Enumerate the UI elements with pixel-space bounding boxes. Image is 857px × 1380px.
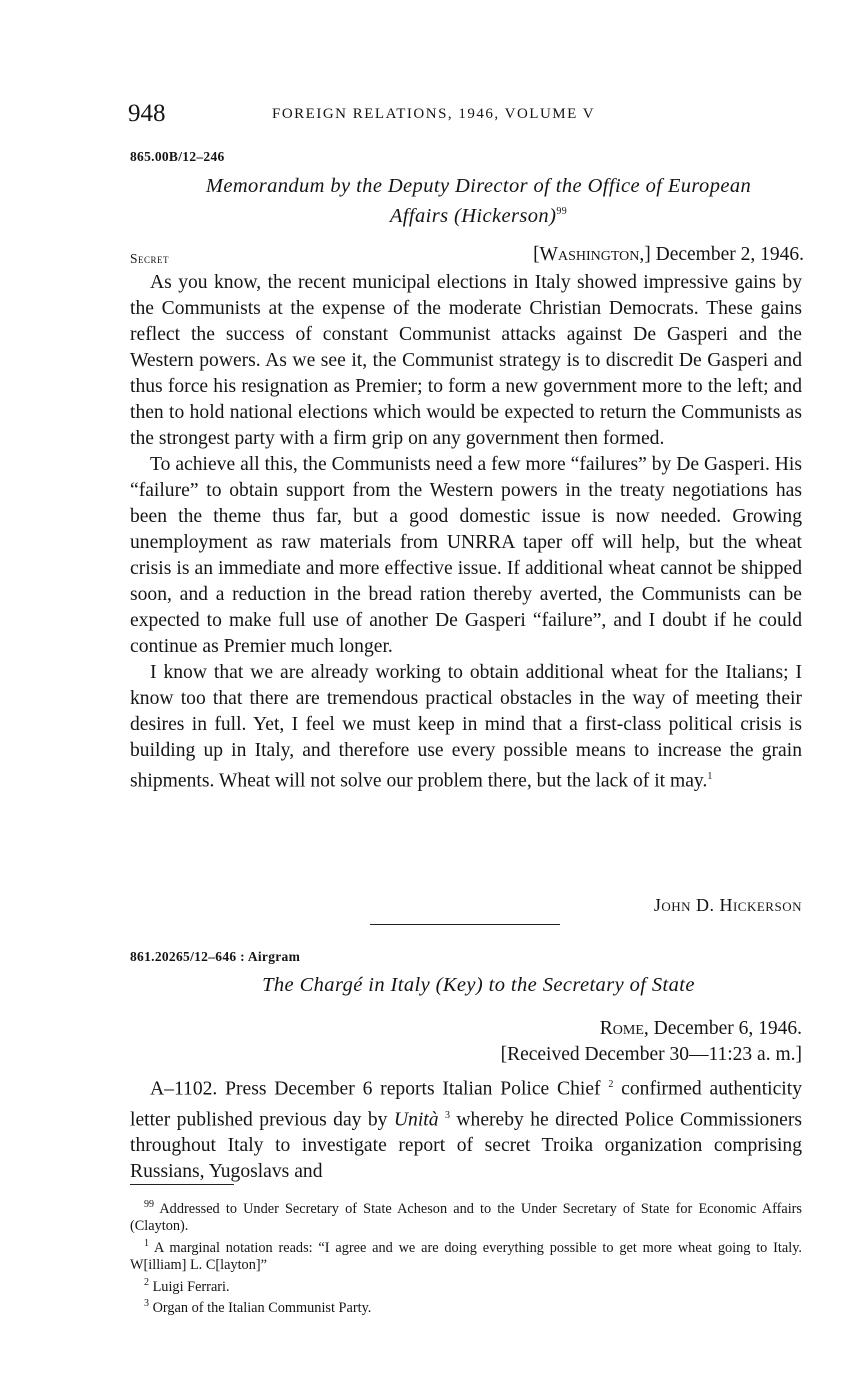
memo-file-number: 865.00B/12–246 (130, 149, 225, 164)
footnote-ref-1: 1 (707, 771, 713, 782)
memo-title-line-2-text: Affairs (Hickerson) (389, 204, 557, 227)
unita-name: Unità (393, 1109, 439, 1131)
airgram-file-number: 861.20265/12–646 : Airgram (130, 949, 301, 964)
memo-title-line-2 (130, 199, 827, 229)
footnote-3 (130, 1295, 802, 1317)
airgram-text-3: whereby he directed Police Commissioners throughout Italy to investigate report of secret Troika organization comprising Russians, Yugoslavs and (130, 1109, 802, 1183)
running-title: FOREIGN RELATIONS, 1946, VOLUME V (272, 106, 596, 122)
airgram-text-2: confirmed authenticity letter published previous day by (130, 1078, 802, 1131)
airgram-place-date (130, 1016, 802, 1042)
signature: John D. Hickerson (653, 895, 802, 915)
airgram-text-1: A–1102. Press December 6 reports Italian Police Chief (150, 1078, 601, 1100)
footnote-mark: 2 (144, 1276, 149, 1288)
footnote-1 (130, 1235, 802, 1274)
memo-place-date (533, 242, 804, 268)
airgram-place: Rome, (599, 1018, 649, 1039)
memo-title (130, 173, 827, 229)
running-head (128, 100, 808, 130)
footnote-ref-3: 3 (444, 1109, 450, 1121)
footnote-text: Addressed to Under Secretary of State Acheson and to the Under Secretary of State for Economic Affairs (Clayton). (130, 1200, 802, 1234)
memo-place: [Washington,] (533, 244, 651, 265)
footnote-mark: 1 (144, 1237, 149, 1249)
footnote-text: Luigi Ferrari. (152, 1278, 230, 1295)
memo-paragraph-2: To achieve all this, the Communists need a few more “failures” by De Gasperi. His “failure” to obtain support from the Western powers in the treaty negotiations has been the theme thus far, but a good domestic issue is now needed. Growing unemployment as raw materials from UNRRA taper off will help, but the wheat crisis is an immediate and more effective issue. If additional wheat cannot be shipped soon, and a reduction in the bread ration thereby averted, the Communists can be expected to make full use of another De Gasperi “failure”, and I doubt if he could continue as Premier much longer. (130, 454, 802, 657)
footnote-ref-99: 99 (556, 206, 568, 217)
page-number: 948 (128, 100, 166, 127)
footnote-ref-2: 2 (608, 1079, 614, 1090)
footnote-text: A marginal notation reads: “I agree and we are doing everything possible to get more wheat going to Italy. W[illiam] L. C[layton]” (130, 1239, 802, 1273)
classification-label: Secret (130, 251, 170, 266)
airgram-received: [Received December 30—11:23 a. m.] (500, 1044, 802, 1065)
footnote-99 (130, 1196, 802, 1235)
memo-paragraph-1: As you know, the recent municipal elections in Italy showed impressive gains by the Communists at the expense of the moderate Christian Democrats. These gains reflect the success of constant Communist attacks against De Gasperi and the Western powers. As we see it, the Communist strategy is to discredit De Gasperi and thus force his resignation as Premier; to form a new government more to the left; and then to hold national elections which would be expected to return the Communists as the strongest party with a firm grip on any government then formed. (130, 272, 802, 449)
airgram-body (130, 1072, 802, 1185)
memo-paragraph-3 (130, 660, 802, 795)
footnote-text: Organ of the Italian Communist Party. (152, 1300, 372, 1317)
airgram-title: The Chargé in Italy (Key) to the Secretary of State (262, 974, 695, 996)
airgram-paragraph (130, 1072, 802, 1185)
footnote-2 (130, 1274, 802, 1296)
footnote-mark: 3 (144, 1298, 149, 1310)
memo-date: December 2, 1946. (655, 244, 804, 265)
section-divider (370, 924, 560, 925)
memo-body (130, 270, 802, 795)
footnote-mark: 99 (144, 1199, 154, 1210)
memo-paragraph-3-text: I know that we are already working to obtain additional wheat for the Italians; I know too that there are tremendous practical obstacles in the way of meeting their desires in full. Yet, I feel we must keep in mind that a first-class political crisis is building up in Italy, and therefore use every possible means to increase the grain shipments. Wheat will not solve our problem there, but the lack of it may. (130, 662, 802, 792)
footnotes (130, 1196, 802, 1317)
memo-title-line-1: Memorandum by the Deputy Director of the Office of European (205, 175, 752, 197)
footnote-rule (130, 1184, 234, 1185)
memo-dateline (130, 242, 804, 268)
airgram-date: December 6, 1946. (653, 1018, 802, 1039)
